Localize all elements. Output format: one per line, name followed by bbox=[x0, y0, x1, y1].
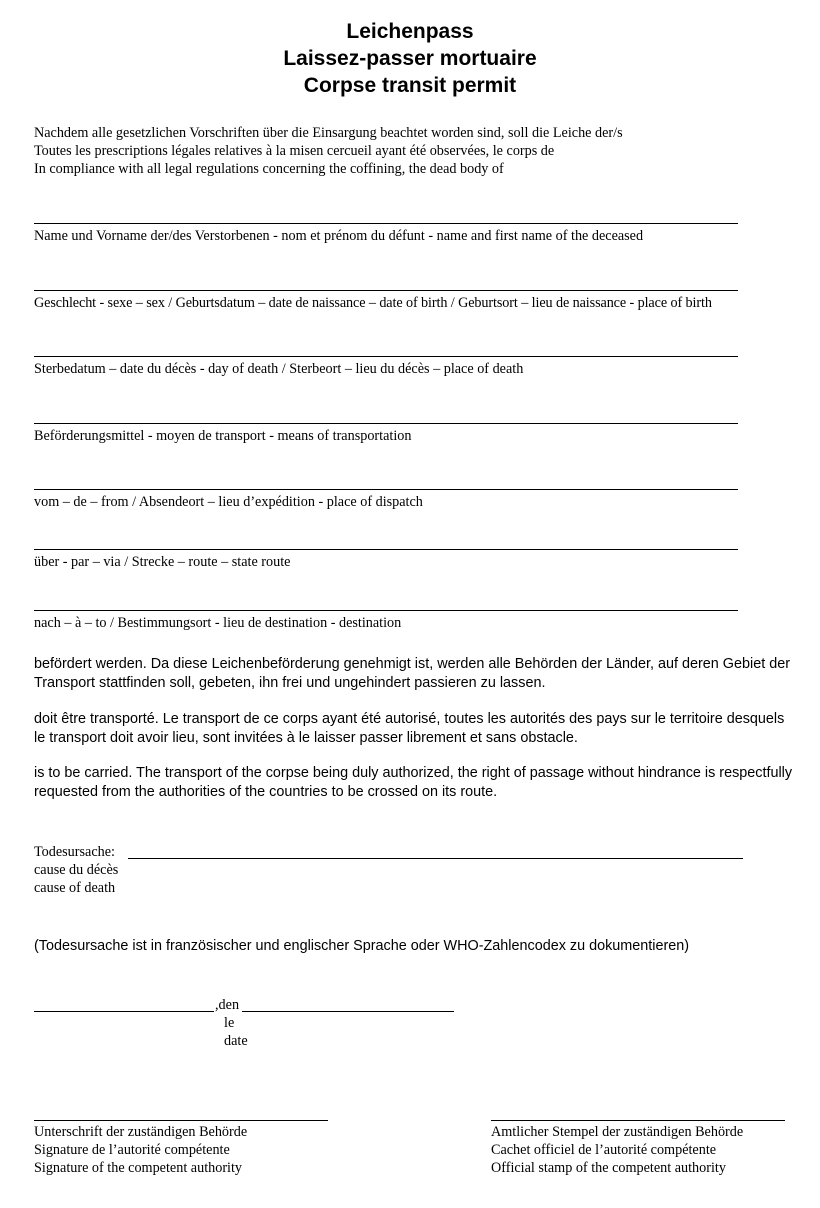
stamp-label-french: Cachet officiel de l’autorité compétente bbox=[491, 1142, 717, 1158]
cause-note: (Todesursache ist in französischer und englischer Sprache oder WHO-Zahlencodex zu dokumentieren) bbox=[34, 938, 690, 954]
title-english: Corpse transit permit bbox=[303, 74, 517, 97]
signature-label-english: Signature of the competent authority bbox=[34, 1160, 243, 1176]
date-le-label: le bbox=[224, 1015, 235, 1031]
date-field-line[interactable] bbox=[242, 1011, 454, 1012]
body-paragraph-french: doit être transporté. Le transport de ce corps ayant été autorisé, toutes les autorités des pays sur le territoire desquels le transport doit avoir lieu, sont invitées à le laisser passer librement et sans obstacle. bbox=[34, 711, 785, 746]
name-field-line[interactable] bbox=[34, 223, 738, 224]
intro-english: In compliance with all legal regulations concerning the coffining, the dead body of bbox=[34, 161, 504, 177]
place-field-line[interactable] bbox=[34, 1011, 214, 1012]
dispatch-field-line[interactable] bbox=[34, 489, 738, 490]
cause-label-english: cause of death bbox=[34, 880, 116, 896]
stamp-label-german: Amtlicher Stempel der zuständigen Behörde bbox=[491, 1124, 744, 1140]
stamp-line[interactable] bbox=[491, 1120, 785, 1121]
dispatch-field-label: vom – de – from / Absendeort – lieu d’expédition - place of dispatch bbox=[34, 494, 423, 510]
signature-line[interactable] bbox=[34, 1120, 328, 1121]
destination-field-line[interactable] bbox=[34, 610, 738, 611]
sex-birth-field-line[interactable] bbox=[34, 290, 738, 291]
signature-label-french: Signature de l’autorité compétente bbox=[34, 1142, 230, 1158]
stamp-label-english: Official stamp of the competent authority bbox=[491, 1160, 726, 1176]
signature-label-german: Unterschrift der zuständigen Behörde bbox=[34, 1124, 248, 1140]
cause-label-french: cause du décès bbox=[34, 862, 119, 878]
intro-german: Nachdem alle gesetzlichen Vorschriften über die Einsargung beachtet worden sind, soll die Leiche der/s bbox=[34, 125, 623, 141]
name-field-label: Name und Vorname der/des Verstorbenen - nom et prénom du défunt - name and first name of the deceased bbox=[34, 228, 644, 244]
title-german: Leichenpass bbox=[346, 20, 474, 43]
transport-field-line[interactable] bbox=[34, 423, 738, 424]
intro-french: Toutes les prescriptions légales relatives à la misen cercueil ayant été observées, le corps de bbox=[34, 143, 555, 159]
destination-field-label: nach – à – to / Bestimmungsort - lieu de destination - destination bbox=[34, 615, 402, 631]
body-paragraph-english: is to be carried. The transport of the corpse being duly authorized, the right of passage without hindrance is respectfully requested from the authorities of the countries to be crossed on its route. bbox=[34, 765, 793, 800]
death-field-line[interactable] bbox=[34, 356, 738, 357]
cause-label-german: Todesursache: bbox=[34, 844, 115, 860]
death-field-label: Sterbedatum – date du décès - day of death / Sterbeort – lieu du décès – place of death bbox=[34, 361, 524, 377]
cause-field-line[interactable] bbox=[128, 858, 743, 859]
date-den-label: ,den bbox=[215, 997, 240, 1013]
sex-birth-field-label: Geschlecht - sexe – sex / Geburtsdatum – date de naissance – date of birth / Geburtsort – lieu de naissance - place of birth bbox=[34, 295, 712, 311]
route-field-line[interactable] bbox=[34, 549, 738, 550]
route-field-label: über - par – via / Strecke – route – state route bbox=[34, 554, 291, 570]
date-date-label: date bbox=[224, 1033, 248, 1049]
transport-field-label: Beförderungsmittel - moyen de transport - means of transportation bbox=[34, 428, 412, 444]
body-paragraph-german: befördert werden. Da diese Leichenbeförderung genehmigt ist, werden alle Behörden der Länder, auf deren Gebiet der Transport stattfinden soll, gebeten, ihn frei und ungehindert passieren zu lassen. bbox=[34, 656, 791, 691]
title-french: Laissez-passer mortuaire bbox=[283, 47, 537, 70]
